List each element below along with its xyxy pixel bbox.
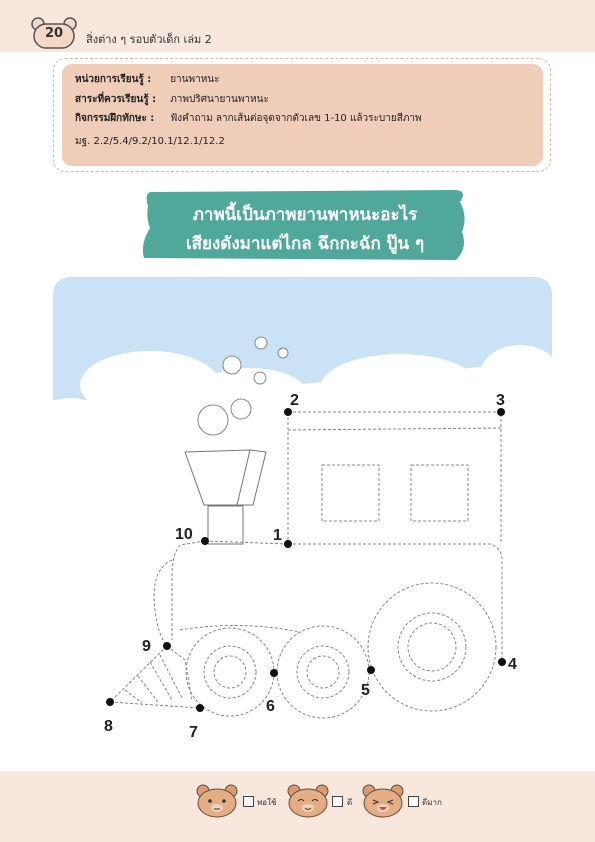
rating-label-fair: พอใช้ bbox=[257, 798, 277, 807]
dot-3 bbox=[497, 408, 505, 416]
rating-checkbox-fair[interactable] bbox=[243, 796, 254, 807]
rating-checkbox-good[interactable] bbox=[332, 796, 343, 807]
dot-5 bbox=[367, 666, 375, 674]
dot-9 bbox=[163, 642, 171, 650]
dot-1 bbox=[284, 540, 292, 548]
dot-2 bbox=[284, 408, 292, 416]
dot-8 bbox=[106, 698, 114, 706]
dot-label-5: 5 bbox=[361, 682, 370, 699]
unit-label: หน่วยการเรียนรู้ : bbox=[75, 74, 152, 85]
rating-label-good: ดี bbox=[347, 798, 353, 807]
dot-label-9: 9 bbox=[142, 638, 151, 655]
page-number: 20 bbox=[44, 26, 64, 41]
dot-label-1: 1 bbox=[273, 527, 282, 544]
activity-value: ฟังคำถาม ลากเส้นต่อจุดจากตัวเลข 1-10 แล้วระบายสีภาพ bbox=[170, 113, 422, 124]
dot-label-6: 6 bbox=[266, 698, 275, 715]
info-unit-row bbox=[75, 72, 220, 87]
info-activity-row bbox=[75, 111, 422, 126]
bear-happy-face-icon bbox=[361, 784, 405, 818]
info-topic-row bbox=[75, 92, 269, 107]
train-dot-puzzle[interactable] bbox=[0, 270, 595, 770]
bear-smile-face-icon bbox=[286, 784, 330, 818]
rating-label-very-good: ดีมาก bbox=[422, 798, 442, 807]
topic-label: สาระที่ควรเรียนรู้ : bbox=[75, 94, 157, 105]
activity-label: กิจกรรมฝึกทักษะ : bbox=[75, 113, 155, 124]
dot-label-8: 8 bbox=[104, 718, 113, 735]
banner-line-2: เสียงดังมาแต่ไกล ฉึกกะฉัก ปู๊น ๆ bbox=[185, 234, 425, 254]
dot-label-3: 3 bbox=[496, 392, 505, 409]
dot-6 bbox=[270, 669, 278, 677]
topic-value: ภาพปริศนายานพาหนะ bbox=[170, 94, 269, 105]
dot-4 bbox=[498, 658, 506, 666]
dot-label-10: 10 bbox=[175, 526, 193, 543]
dot-10 bbox=[201, 537, 209, 545]
standards: มฐ. 2.2/5.4/9.2/10.1/12.1/12.2 bbox=[75, 136, 225, 147]
unit-value: ยานพาหนะ bbox=[170, 74, 220, 85]
banner-line-1: ภาพนี้เป็นภาพยานพาหนะอะไร bbox=[192, 205, 418, 225]
bear-neutral-face-icon bbox=[195, 784, 239, 818]
dot-label-2: 2 bbox=[290, 392, 299, 409]
book-title: สิ่งต่าง ๆ รอบตัวเด็ก เล่ม 2 bbox=[86, 33, 212, 46]
dot-label-4: 4 bbox=[508, 656, 517, 673]
dot-7 bbox=[196, 704, 204, 712]
dot-label-7: 7 bbox=[189, 724, 198, 741]
rating-checkbox-very-good[interactable] bbox=[408, 796, 419, 807]
